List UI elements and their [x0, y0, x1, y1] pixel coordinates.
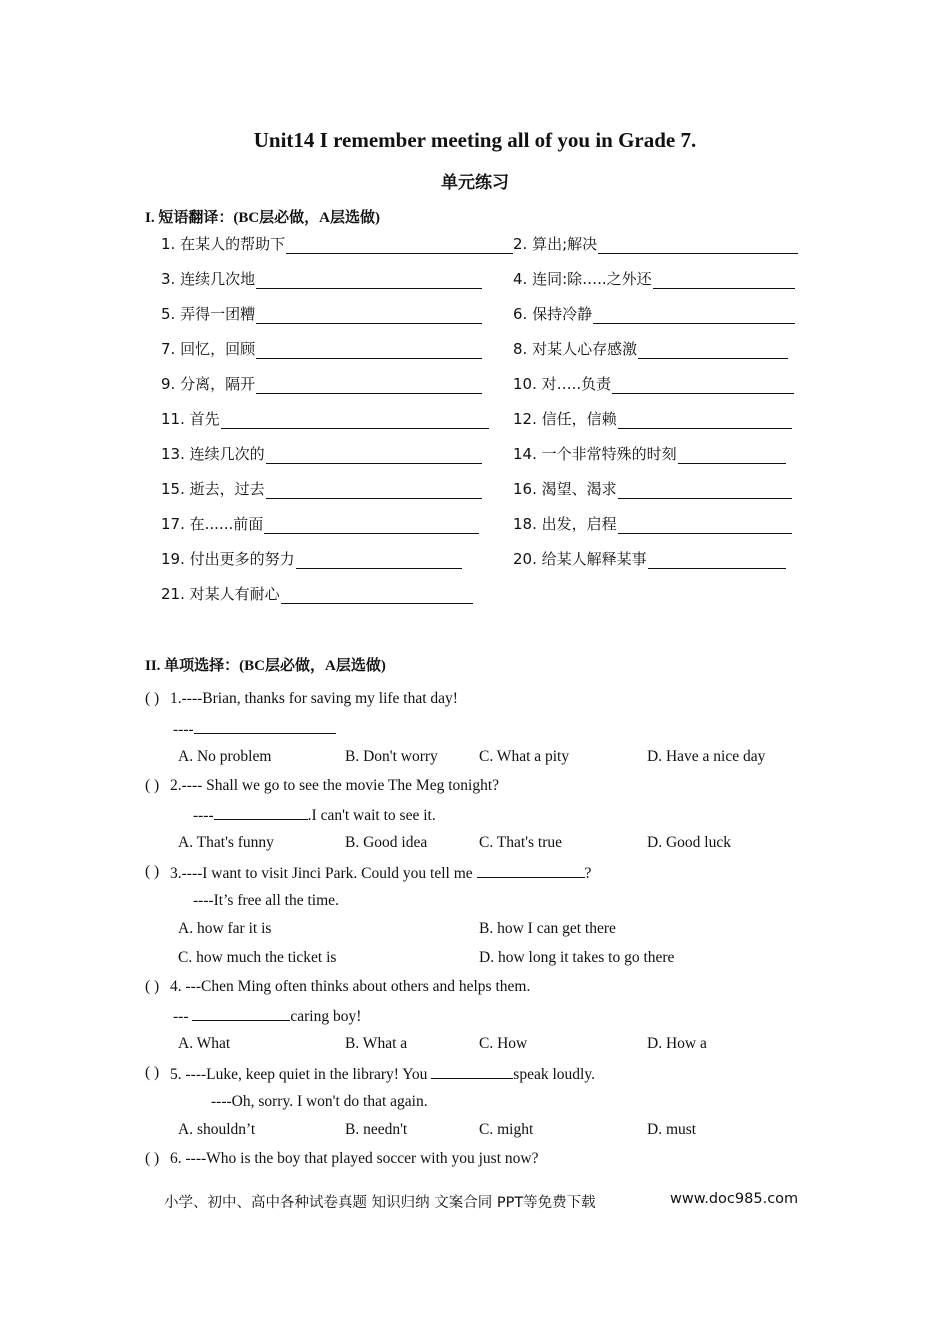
phrase-item: 14. 一个非常特殊的时刻 — [513, 443, 786, 464]
answer-blank[interactable] — [256, 379, 482, 394]
answer-blank[interactable] — [678, 449, 786, 464]
section-2-heading: II. 单项选择：(BC层必做，A层选做) — [145, 658, 386, 674]
question-reply: ----Oh, sorry. I won't do that again. — [211, 1093, 428, 1110]
answer-blank[interactable] — [618, 484, 792, 499]
answer-blank[interactable] — [593, 309, 795, 324]
answer-blank[interactable] — [598, 239, 798, 254]
option-d[interactable]: D. how long it takes to go there — [479, 949, 675, 966]
question-stem: 3.----I want to visit Jinci Park. Could you tell me ? — [170, 865, 592, 882]
answer-blank[interactable] — [431, 1064, 513, 1079]
answer-blank[interactable] — [296, 554, 462, 569]
section-1-heading: I. 短语翻译：(BC层必做，A层选做) — [145, 210, 380, 226]
option-a[interactable]: A. shouldn’t — [178, 1121, 256, 1138]
option-c[interactable]: C. might — [479, 1121, 534, 1138]
answer-paren[interactable]: ( ) — [145, 863, 160, 880]
question-reply: ---- .I can't wait to see it. — [193, 807, 436, 824]
answer-blank[interactable] — [256, 274, 482, 289]
option-c[interactable]: C. how much the ticket is — [178, 949, 337, 966]
option-a[interactable]: A. how far it is — [178, 920, 272, 937]
answer-blank[interactable] — [256, 309, 482, 324]
answer-blank[interactable] — [653, 274, 795, 289]
answer-blank[interactable] — [266, 484, 482, 499]
question-stem: 2.---- Shall we go to see the movie The Meg tonight? — [170, 777, 500, 794]
option-d[interactable]: D. must — [647, 1121, 697, 1138]
phrase-item: 16. 渴望、渴求 — [513, 478, 792, 499]
phrase-item: 12. 信任，信赖 — [513, 408, 792, 429]
answer-blank[interactable] — [281, 589, 473, 604]
phrase-item: 15. 逝去，过去 — [161, 478, 482, 499]
answer-blank[interactable] — [618, 519, 792, 534]
phrase-item: 11. 首先 — [161, 408, 489, 429]
answer-blank[interactable] — [194, 719, 336, 734]
answer-blank[interactable] — [266, 449, 482, 464]
question-reply: ---- — [173, 719, 336, 739]
answer-paren[interactable]: ( ) — [145, 1150, 160, 1167]
option-b[interactable]: B. Don't worry — [345, 748, 438, 765]
answer-blank[interactable] — [214, 805, 308, 820]
answer-blank[interactable] — [192, 1006, 290, 1021]
option-b[interactable]: B. needn't — [345, 1121, 408, 1138]
option-a[interactable]: A. No problem — [178, 748, 272, 765]
phrase-item: 10. 对…..负责 — [513, 373, 794, 394]
question-reply: --- caring boy! — [173, 1008, 362, 1025]
phrase-item: 2. 算出;解决 — [513, 233, 798, 254]
answer-blank[interactable] — [221, 414, 489, 429]
phrase-item: 17. 在......前面 — [161, 513, 479, 534]
phrase-item: 21. 对某人有耐心 — [161, 583, 473, 604]
phrase-item: 8. 对某人心存感激 — [513, 338, 788, 359]
option-d[interactable]: D. How a — [647, 1035, 707, 1052]
option-c[interactable]: C. How — [479, 1035, 528, 1052]
question-stem: 4. ---Chen Ming often thinks about others and helps them. — [170, 978, 531, 995]
answer-blank[interactable] — [638, 344, 788, 359]
option-a[interactable]: A. That's funny — [178, 834, 274, 851]
answer-paren[interactable]: ( ) — [145, 1064, 160, 1081]
question-stem: 1.----Brian, thanks for saving my life that day! — [170, 690, 458, 707]
phrase-item: 1. 在某人的帮助下 — [161, 233, 513, 254]
phrase-item: 6. 保持冷静 — [513, 303, 795, 324]
footer-link[interactable]: www.doc985.com — [670, 1191, 799, 1207]
question-reply: ----It’s free all the time. — [193, 892, 339, 909]
answer-paren[interactable]: ( ) — [145, 978, 160, 995]
answer-blank[interactable] — [648, 554, 786, 569]
phrase-item: 9. 分离，隔开 — [161, 373, 482, 394]
phrase-item: 3. 连续几次地 — [161, 268, 482, 289]
answer-blank[interactable] — [612, 379, 794, 394]
answer-blank[interactable] — [477, 863, 585, 878]
question-stem: 6. ----Who is the boy that played soccer with you just now? — [170, 1150, 539, 1167]
footer-text: 小学、初中、高中各种试卷真题 知识归纳 文案合同 PPT等免费下载 — [164, 1195, 596, 1211]
answer-paren[interactable]: ( ) — [145, 690, 160, 707]
phrase-item: 7. 回忆，回顾 — [161, 338, 482, 359]
page-title: Unit14 I remember meeting all of you in Grade 7. — [253, 128, 697, 152]
option-d[interactable]: D. Good luck — [647, 834, 731, 851]
phrase-item: 4. 连同:除…..之外还 — [513, 268, 795, 289]
option-b[interactable]: B. how I can get there — [479, 920, 616, 937]
answer-blank[interactable] — [256, 344, 482, 359]
option-b[interactable]: B. Good idea — [345, 834, 428, 851]
answer-blank[interactable] — [264, 519, 479, 534]
option-c[interactable]: C. That's true — [479, 834, 563, 851]
option-a[interactable]: A. What — [178, 1035, 231, 1052]
phrase-item: 20. 给某人解释某事 — [513, 548, 786, 569]
option-d[interactable]: D. Have a nice day — [647, 748, 766, 765]
option-c[interactable]: C. What a pity — [479, 748, 570, 765]
answer-paren[interactable]: ( ) — [145, 777, 160, 794]
answer-blank[interactable] — [618, 414, 792, 429]
question-stem: 5. ----Luke, keep quiet in the library! You speak loudly. — [170, 1066, 595, 1083]
phrase-item: 13. 连续几次的 — [161, 443, 482, 464]
option-b[interactable]: B. What a — [345, 1035, 408, 1052]
answer-blank[interactable] — [286, 239, 513, 254]
phrase-item: 5. 弄得一团糟 — [161, 303, 482, 324]
phrase-item: 19. 付出更多的努力 — [161, 548, 462, 569]
page-subtitle: 单元练习 — [441, 173, 509, 193]
phrase-item: 18. 出发，启程 — [513, 513, 792, 534]
